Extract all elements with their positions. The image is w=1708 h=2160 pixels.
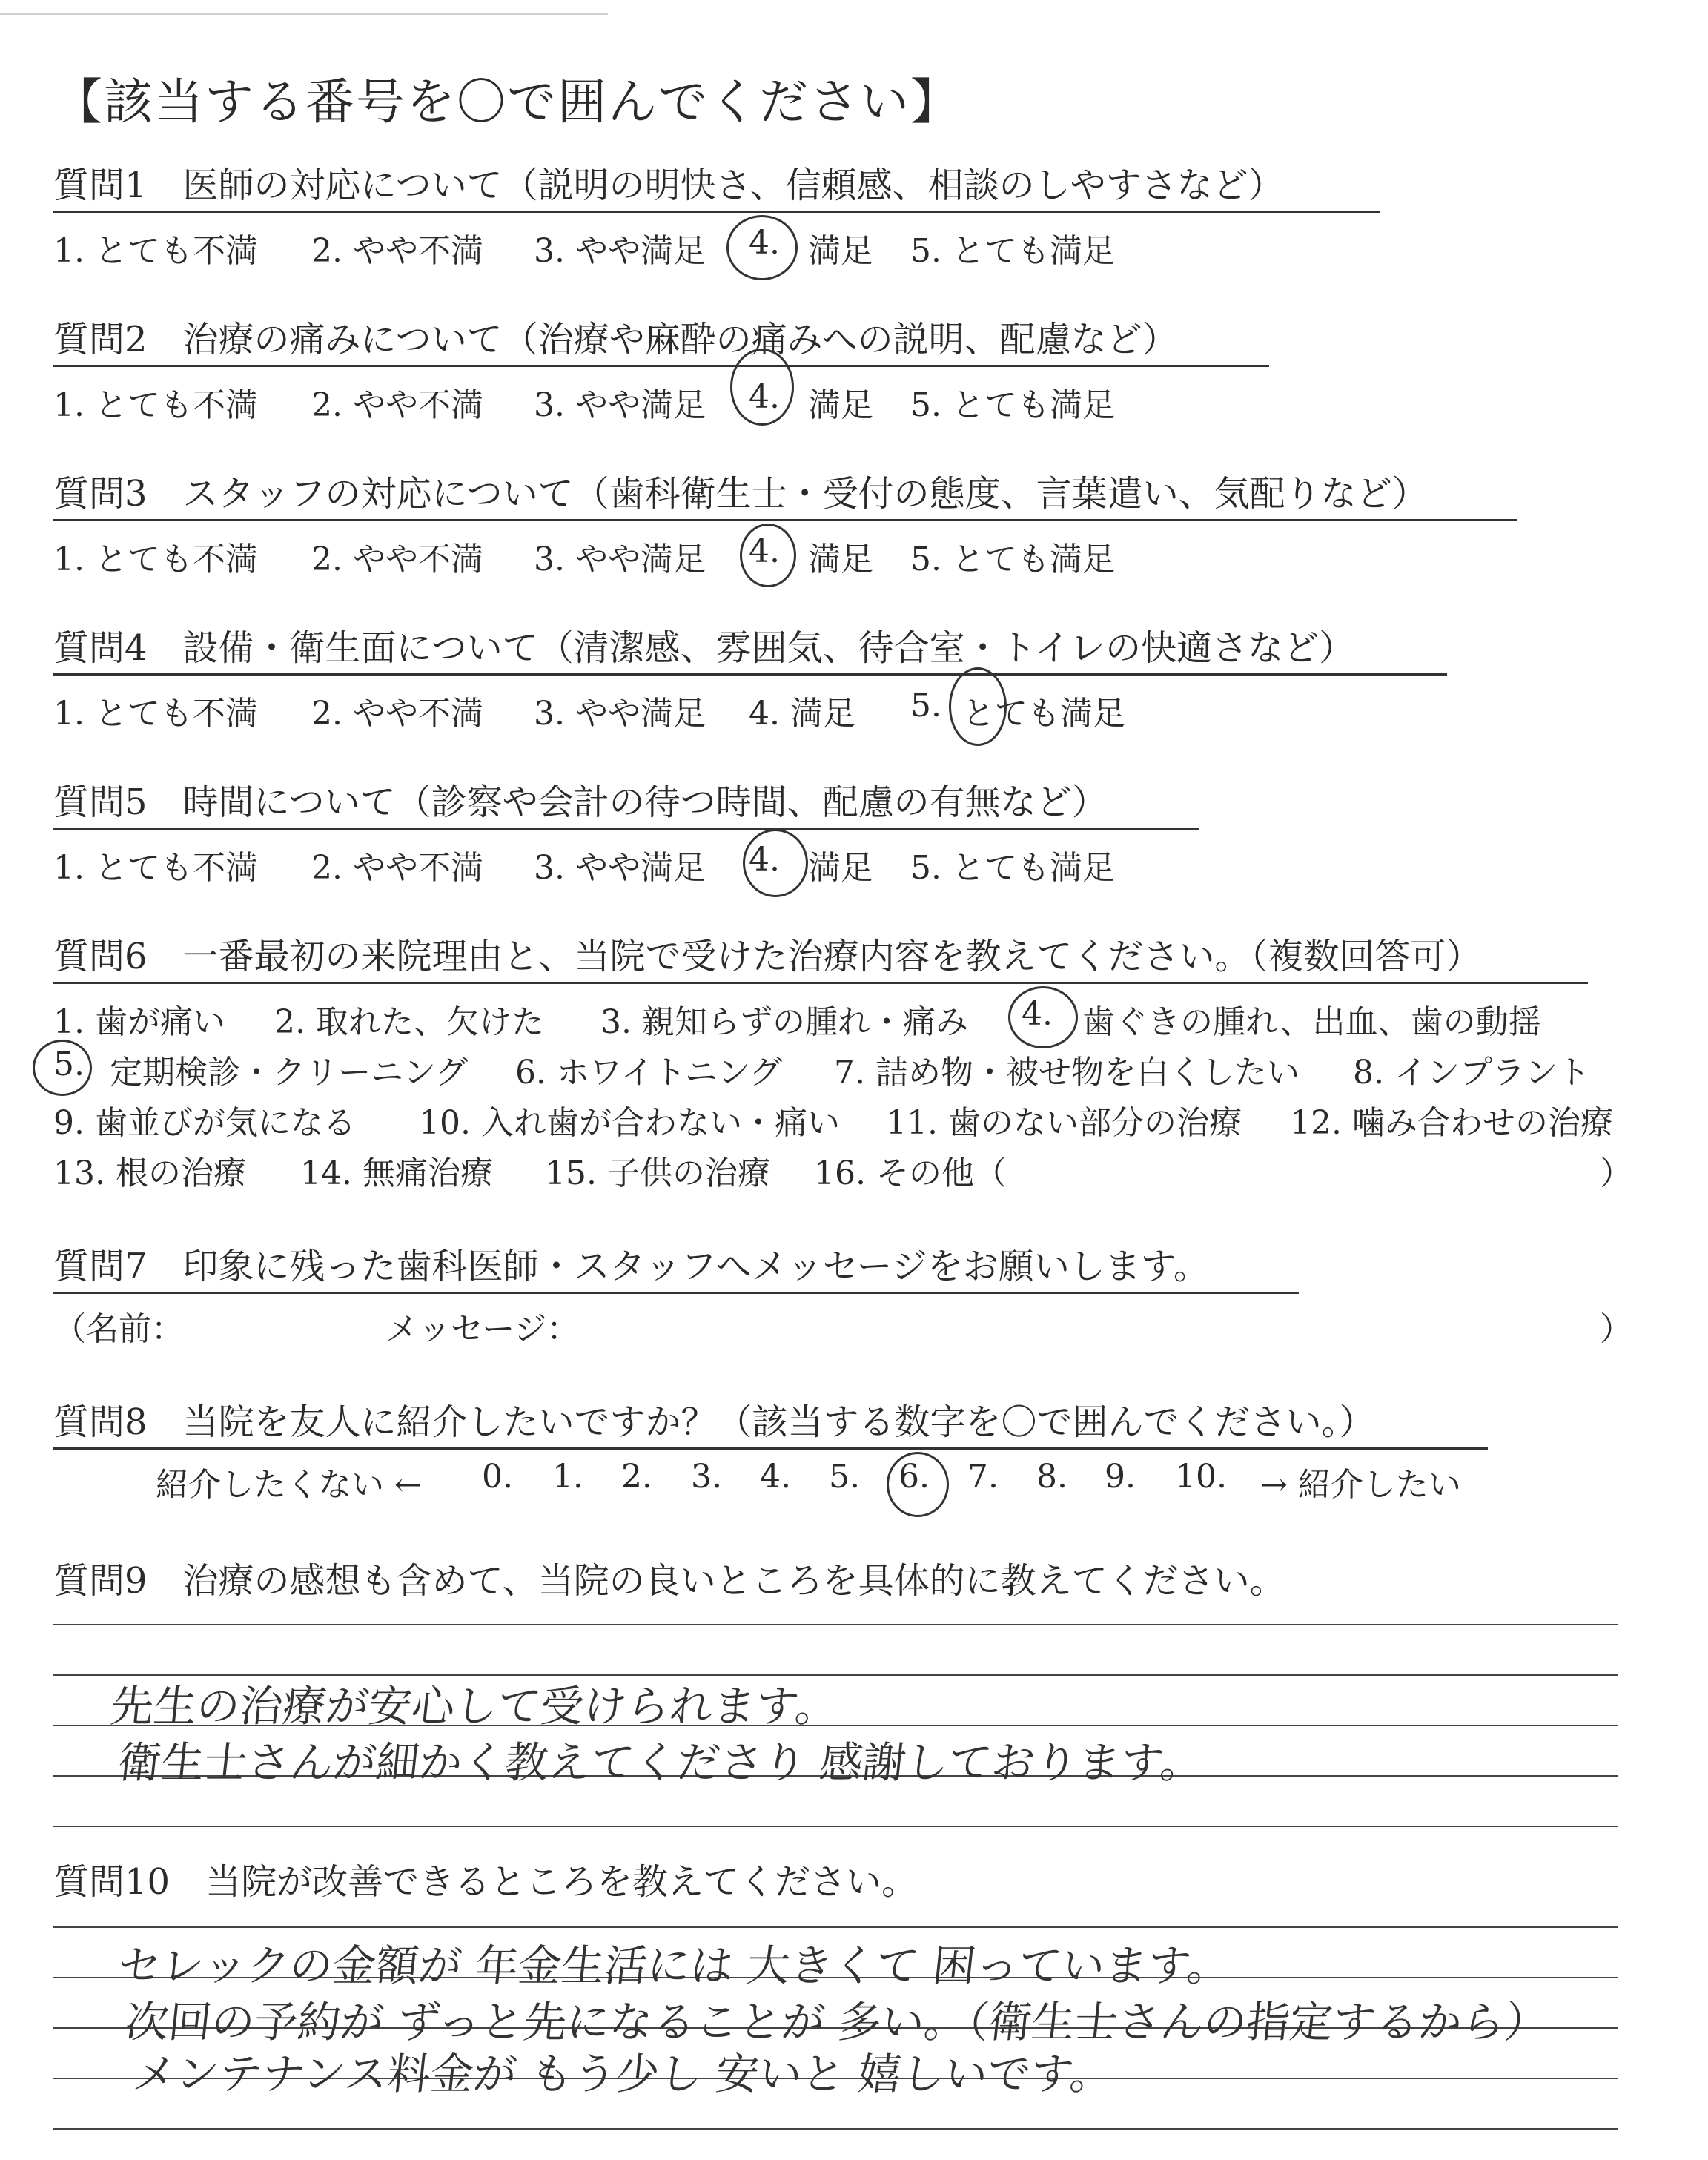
q6-selection-circle-5 [33,1040,92,1096]
q7-name-label: （名前： [53,1310,184,1348]
q7-close-paren: ） [1600,1310,1632,1348]
q3-option-3[interactable]: 3. やや満足 [534,541,706,578]
q6-option-11[interactable]: 11. 歯のない部分の治療 [886,1104,1242,1142]
q6-selection-circle-4 [1008,986,1078,1048]
question-10-title: 質問10 当院が改善できるところを教えてください。 [53,1861,918,1903]
q5-option-3[interactable]: 3. やや満足 [534,849,706,887]
q8-scale-2[interactable]: 2. [621,1458,652,1496]
q6-option-5-label[interactable]: 定期検診・クリーニング [110,1054,469,1091]
q5-option-4-number[interactable]: 4. [749,841,780,879]
question-4-title: 質問4 設備・衛生面について（清潔感、雰囲気、待合室・トイレの快適さなど） [53,627,1355,669]
q8-selection-circle [887,1452,949,1517]
q1-option-4-label[interactable]: 満足 [808,232,873,270]
q6-option-16-close: ） [1600,1155,1632,1192]
question-1-rule [53,211,1380,213]
q6-option-4-number[interactable]: 4. [1022,995,1053,1033]
q8-scale-0[interactable]: 0. [482,1458,513,1496]
q6-option-7[interactable]: 7. 詰め物・被せ物を白くしたい [834,1054,1300,1091]
question-8-title: 質問8 当院を友人に紹介したいですか？（該当する数字を〇で囲んでください。） [53,1401,1375,1443]
q6-option-10[interactable]: 10. 入れ歯が合わない・痛い [419,1104,840,1142]
q8-scale-5[interactable]: 5. [829,1458,860,1496]
q10-answer-line-text-2: 次回の予約が ずっと先になることが 多い。（衛生士さんの指定するから） [122,1997,1551,2047]
q9-answer-line-1 [53,1624,1618,1625]
question-7-rule [53,1292,1299,1294]
q4-option-1[interactable]: 1. とても不満 [53,695,258,733]
q9-answer-line-text-1: 先生の治療が安心して受けられます。 [107,1681,841,1731]
q2-option-2[interactable]: 2. やや不満 [311,386,483,424]
q3-option-4-label[interactable]: 満足 [808,541,873,578]
question-2-rule [53,365,1269,367]
q1-option-5[interactable]: 5. とても満足 [910,232,1115,270]
q6-option-14[interactable]: 14. 無痛治療 [300,1155,493,1192]
q8-scale-3[interactable]: 3. [691,1458,722,1496]
q5-selection-circle [743,829,808,897]
q5-option-2[interactable]: 2. やや不満 [311,849,483,887]
question-2-title: 質問2 治療の痛みについて（治療や麻酔の痛みへの説明、配慮など） [53,319,1178,360]
q6-option-2[interactable]: 2. 取れた、欠けた [274,1003,544,1041]
q8-scale-1[interactable]: 1. [552,1458,583,1496]
q4-option-5-number[interactable]: 5. [910,687,941,724]
q4-selection-circle [949,667,1007,746]
q8-scale-8[interactable]: 8. [1036,1458,1068,1496]
q6-option-15[interactable]: 15. 子供の治療 [545,1155,770,1192]
question-5-title: 質問5 時間について（診察や会計の待つ時間、配慮の有無など） [53,782,1108,823]
q10-answer-line-text-1: セレックの金額が 年金生活には 大きくて 困っています。 [115,1941,1234,1991]
q3-option-1[interactable]: 1. とても不満 [53,541,258,578]
scan-edge-line [0,13,608,15]
q8-right-label: → 紹介したい [1260,1466,1461,1504]
q10-answer-line-1 [53,1926,1618,1928]
q5-option-4-label[interactable]: 満足 [808,849,873,887]
q1-option-1[interactable]: 1. とても不満 [53,232,258,270]
question-6-rule [53,982,1588,984]
q2-option-4-number[interactable]: 4. [749,378,780,416]
q8-scale-4[interactable]: 4. [760,1458,791,1496]
q5-option-1[interactable]: 1. とても不満 [53,849,258,887]
q1-selection-circle [726,215,798,280]
q1-option-4-number[interactable]: 4. [749,224,780,262]
q1-option-2[interactable]: 2. やや不満 [311,232,483,270]
q6-option-9[interactable]: 9. 歯並びが気になる [53,1104,356,1142]
q4-option-5-label[interactable]: とても満足 [962,695,1125,733]
q4-option-3[interactable]: 3. やや満足 [534,695,706,733]
q6-option-6[interactable]: 6. ホワイトニング [515,1054,783,1091]
question-9-title: 質問9 治療の感想も含めて、当院の良いところを具体的に教えてください。 [53,1560,1285,1602]
question-6-title: 質問6 一番最初の来院理由と、当院で受けた治療内容を教えてください。（複数回答可） [53,936,1482,977]
q3-option-4-number[interactable]: 4. [749,532,780,570]
q3-selection-circle [740,524,796,587]
q7-message-label: メッセージ： [385,1310,580,1348]
question-5-rule [53,828,1199,830]
q10-answer-line-5 [53,2128,1618,2130]
question-4-rule [53,673,1447,676]
q10-answer-line-text-3: メンテナンス料金が もう少し 安いと 嬉しいです。 [130,2049,1116,2099]
q6-option-5-number[interactable]: 5. [53,1046,85,1083]
q8-left-label: 紹介したくない ← [156,1466,422,1504]
q4-option-4[interactable]: 4. 満足 [749,695,855,733]
q6-option-8[interactable]: 8. インプラント [1353,1054,1590,1091]
page-heading: 【該当する番号を〇で囲んでください】 [53,73,961,131]
q4-option-2[interactable]: 2. やや不満 [311,695,483,733]
question-3-title: 質問3 スタッフの対応について（歯科衛生士・受付の態度、言葉遣い、気配りなど） [53,473,1428,515]
question-8-rule [53,1447,1488,1450]
q6-option-4-label[interactable]: 歯ぐきの腫れ、出血、歯の動揺 [1082,1003,1541,1041]
q8-scale-6[interactable]: 6. [898,1458,930,1496]
q1-option-3[interactable]: 3. やや満足 [534,232,706,270]
q2-option-4-label[interactable]: 満足 [808,386,873,424]
question-7-title: 質問7 印象に残った歯科医師・スタッフへメッセージをお願いします。 [53,1246,1209,1287]
q2-option-5[interactable]: 5. とても満足 [910,386,1115,424]
q3-option-5[interactable]: 5. とても満足 [910,541,1115,578]
q2-option-1[interactable]: 1. とても不満 [53,386,258,424]
q8-scale-9[interactable]: 9. [1105,1458,1136,1496]
q2-selection-circle [730,349,794,426]
q6-option-1[interactable]: 1. 歯が痛い [53,1003,225,1041]
q6-option-3[interactable]: 3. 親知らずの腫れ・痛み [600,1003,968,1041]
q6-option-16[interactable]: 16. その他（ [814,1155,1007,1192]
q9-answer-line-5 [53,1826,1618,1827]
question-3-rule [53,519,1517,521]
q2-option-3[interactable]: 3. やや満足 [534,386,706,424]
q9-answer-line-text-2: 衛生士さんが細かく教えてくださり 感謝しております。 [115,1737,1206,1788]
q8-scale-7[interactable]: 7. [967,1458,999,1496]
q6-option-12[interactable]: 12. 噛み合わせの治療 [1290,1104,1613,1142]
q5-option-5[interactable]: 5. とても満足 [910,849,1115,887]
q8-scale-10[interactable]: 10. [1175,1458,1227,1496]
q3-option-2[interactable]: 2. やや不満 [311,541,483,578]
q6-option-13[interactable]: 13. 根の治療 [53,1155,246,1192]
question-1-title: 質問1 医師の対応について（説明の明快さ、信頼感、相談のしやすさなど） [53,165,1284,206]
